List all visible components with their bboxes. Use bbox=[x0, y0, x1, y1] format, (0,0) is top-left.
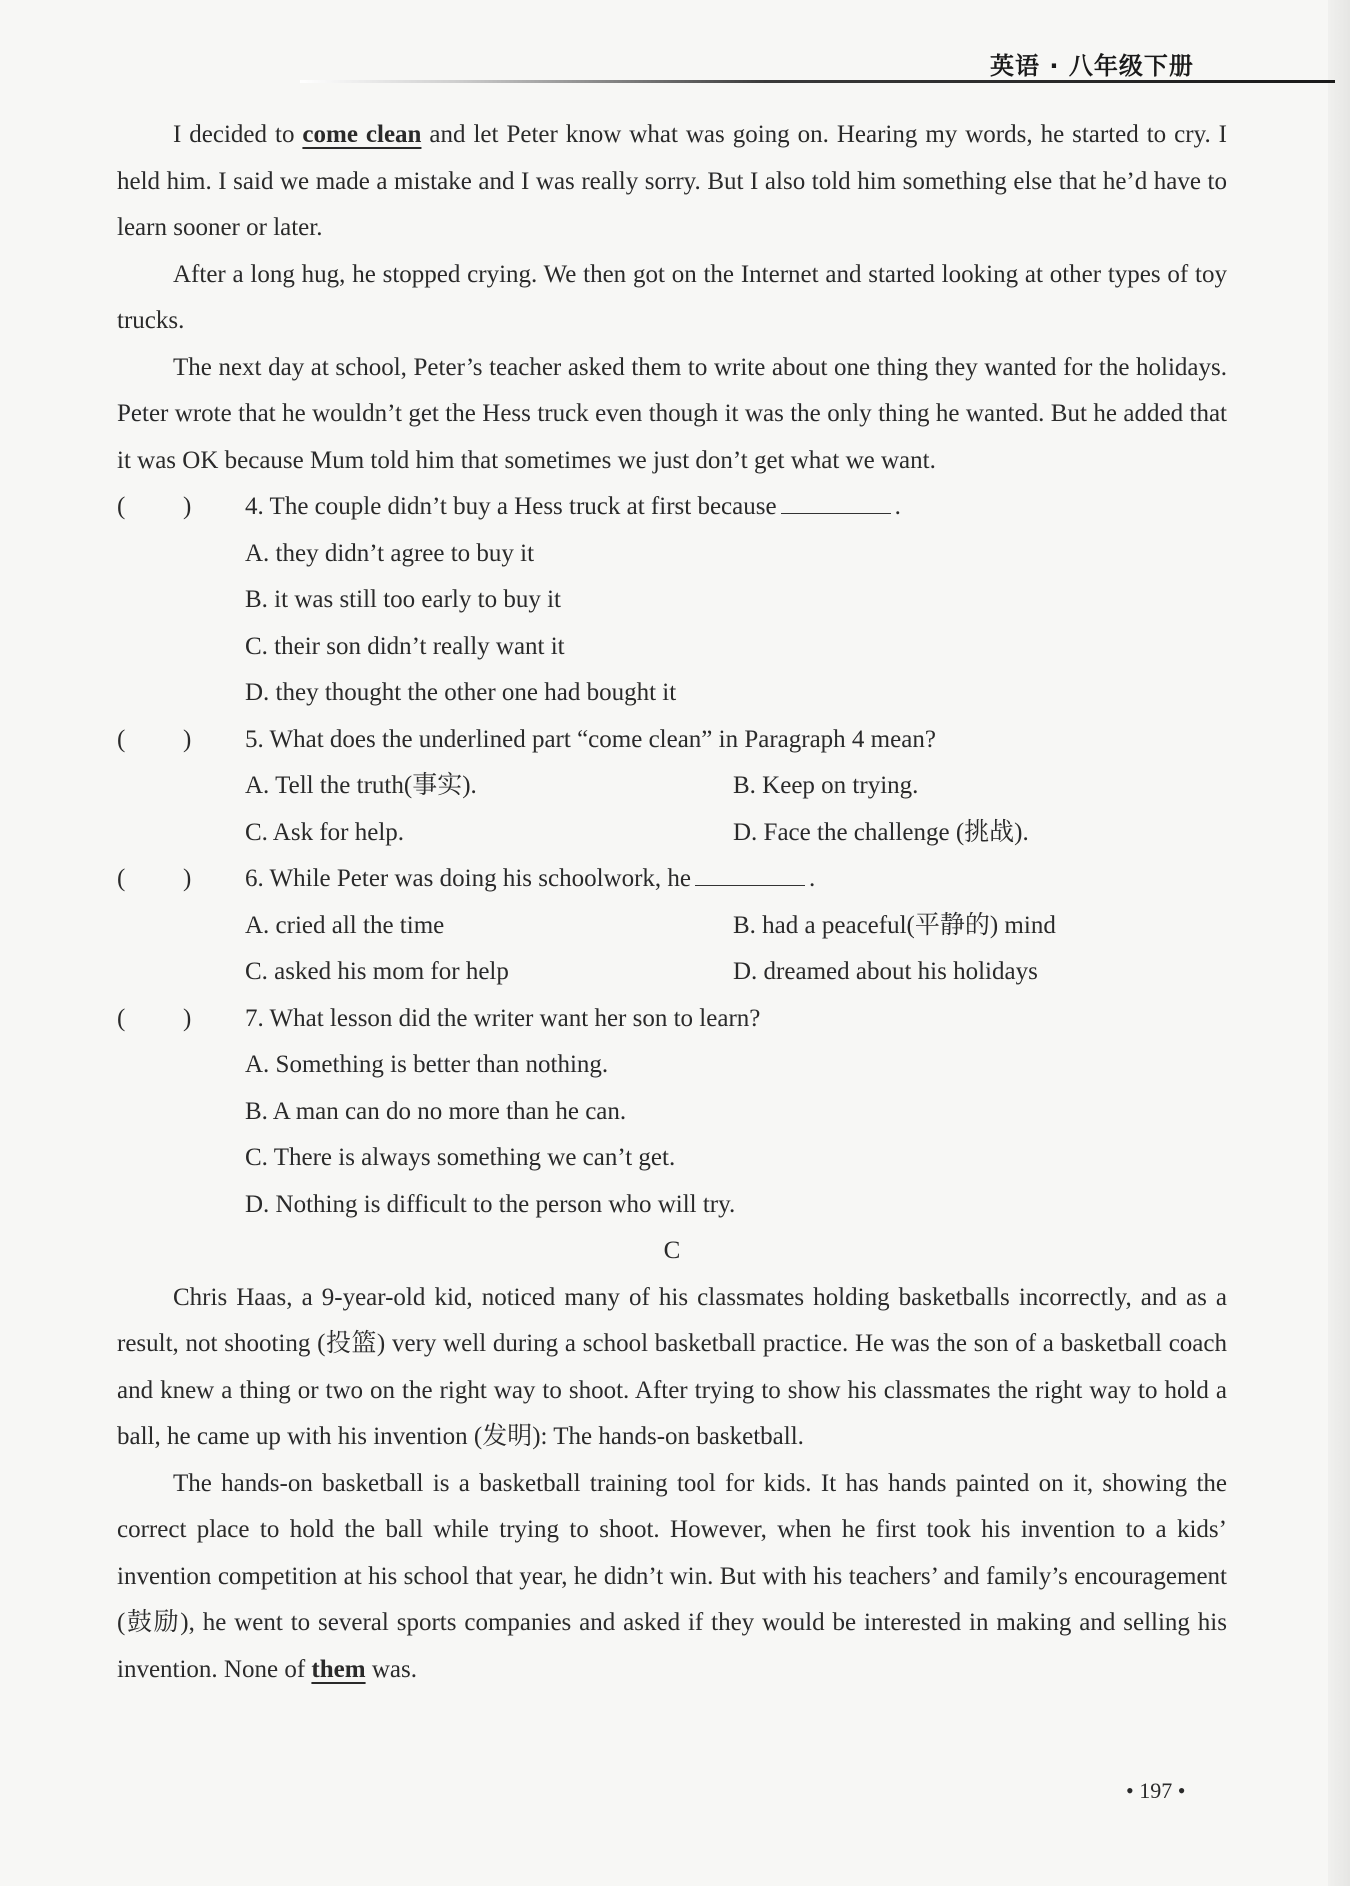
underlined-word-them: them bbox=[311, 1655, 366, 1683]
book-title-header: 英语 · 八年级下册 bbox=[990, 52, 1194, 80]
question-7-stem: 7. What lesson did the writer want her son to learn? bbox=[245, 1004, 761, 1032]
question-4: ( ) 4. The couple didn’t buy a Hess truck at first because . bbox=[117, 484, 1227, 531]
question-6-stem: 6. While Peter was doing his schoolwork, he bbox=[245, 865, 691, 892]
option-7a: A. Something is better than nothing. bbox=[245, 1051, 609, 1078]
question-6: ( ) 6. While Peter was doing his schoolwork, he . bbox=[117, 856, 1227, 903]
option-5b: B. Keep on trying. bbox=[733, 772, 919, 799]
answer-blank[interactable] bbox=[695, 865, 805, 886]
page-number: • 197 • bbox=[1126, 1778, 1186, 1803]
question-5 bbox=[117, 717, 1227, 764]
option-4b: B. it was still too early to buy it bbox=[245, 586, 561, 613]
option-row bbox=[245, 763, 1227, 810]
option-row bbox=[245, 903, 1227, 950]
option-5c: C. Ask for help. bbox=[245, 818, 405, 846]
option-4a: A. they didn’t agree to buy it bbox=[245, 539, 535, 567]
passage-c-paragraph-1: Chris Haas, a 9-year-old kid, noticed many of his classmates holding basketballs incorrectly, and as a result, not shooting (投篮) very well during a school basketball practice. He was the son of a basketball coach and knew a thing or two on the right way to shoot. After trying to show his classmates the right way to hold a ball, he came up with his invention (发明): The hands-on basketball. bbox=[117, 1283, 1227, 1450]
option-7c: C. There is always something we can’t get. bbox=[245, 1144, 676, 1171]
passage-b-paragraph-1: I decided to come clean and let Peter know what was going on. Hearing my words, he started to cry. I held him. I said we made a mistake and I was really sorry. But I also told him something else that he’d have to learn sooner or later. bbox=[117, 121, 1227, 241]
option-6b: B. had a peaceful(平静的) mind bbox=[733, 911, 1056, 939]
header-rule bbox=[300, 80, 1335, 83]
page-content bbox=[117, 112, 1227, 1693]
option-row bbox=[245, 949, 1227, 996]
question-4-stem: 4. The couple didn’t buy a Hess truck at first because bbox=[245, 493, 777, 520]
option-6c: C. asked his mom for help bbox=[245, 958, 509, 985]
option-4c: C. their son didn’t really want it bbox=[245, 632, 565, 660]
question-7 bbox=[117, 996, 1227, 1043]
option-6d: D. dreamed about his holidays bbox=[733, 958, 1038, 985]
answer-blank[interactable] bbox=[781, 493, 891, 514]
option-5d: D. Face the challenge (挑战). bbox=[733, 818, 1029, 846]
passage-b-paragraph-2: After a long hug, he stopped crying. We then got on the Internet and started looking at other types of toy trucks. bbox=[117, 260, 1227, 334]
option-6a: A. cried all the time bbox=[245, 911, 445, 939]
underlined-phrase-come-clean: come clean bbox=[302, 121, 422, 148]
option-5a: A. Tell the truth(事实). bbox=[245, 772, 477, 799]
answer-bracket[interactable]: ( ) bbox=[117, 725, 192, 753]
passage-b-paragraph-3: The next day at school, Peter’s teacher asked them to write about one thing they wanted for the holidays. Peter wrote that he wouldn’t get the Hess truck even though it was the only thing he wanted. But he added that it was OK because Mum told him that sometimes we just don’t get what we want. bbox=[117, 353, 1227, 474]
option-row bbox=[245, 810, 1227, 857]
answer-bracket[interactable]: ( ) bbox=[117, 493, 192, 520]
page-edge-shadow bbox=[1328, 0, 1350, 1886]
option-4d: D. they thought the other one had bought it bbox=[245, 679, 677, 706]
section-heading-c: C bbox=[663, 1237, 681, 1264]
option-7b: B. A man can do no more than he can. bbox=[245, 1097, 627, 1125]
question-5-stem: 5. What does the underlined part “come clean” in Paragraph 4 mean? bbox=[245, 725, 936, 753]
passage-c-paragraph-2: The hands-on basketball is a basketball training tool for kids. It has hands painted on it, showing the correct place to hold the ball while trying to shoot. However, when he first took his invention to a kids’ invention competition at his school that year, he didn’t win. But with his teachers’ and family’s encouragement (鼓励), he went to several sports companies and asked if they would be interested in making and selling his invention. None of them was. bbox=[117, 1469, 1227, 1683]
answer-bracket[interactable]: ( ) bbox=[117, 865, 192, 892]
answer-bracket[interactable]: ( ) bbox=[117, 1004, 192, 1032]
option-7d: D. Nothing is difficult to the person who will try. bbox=[245, 1190, 736, 1218]
